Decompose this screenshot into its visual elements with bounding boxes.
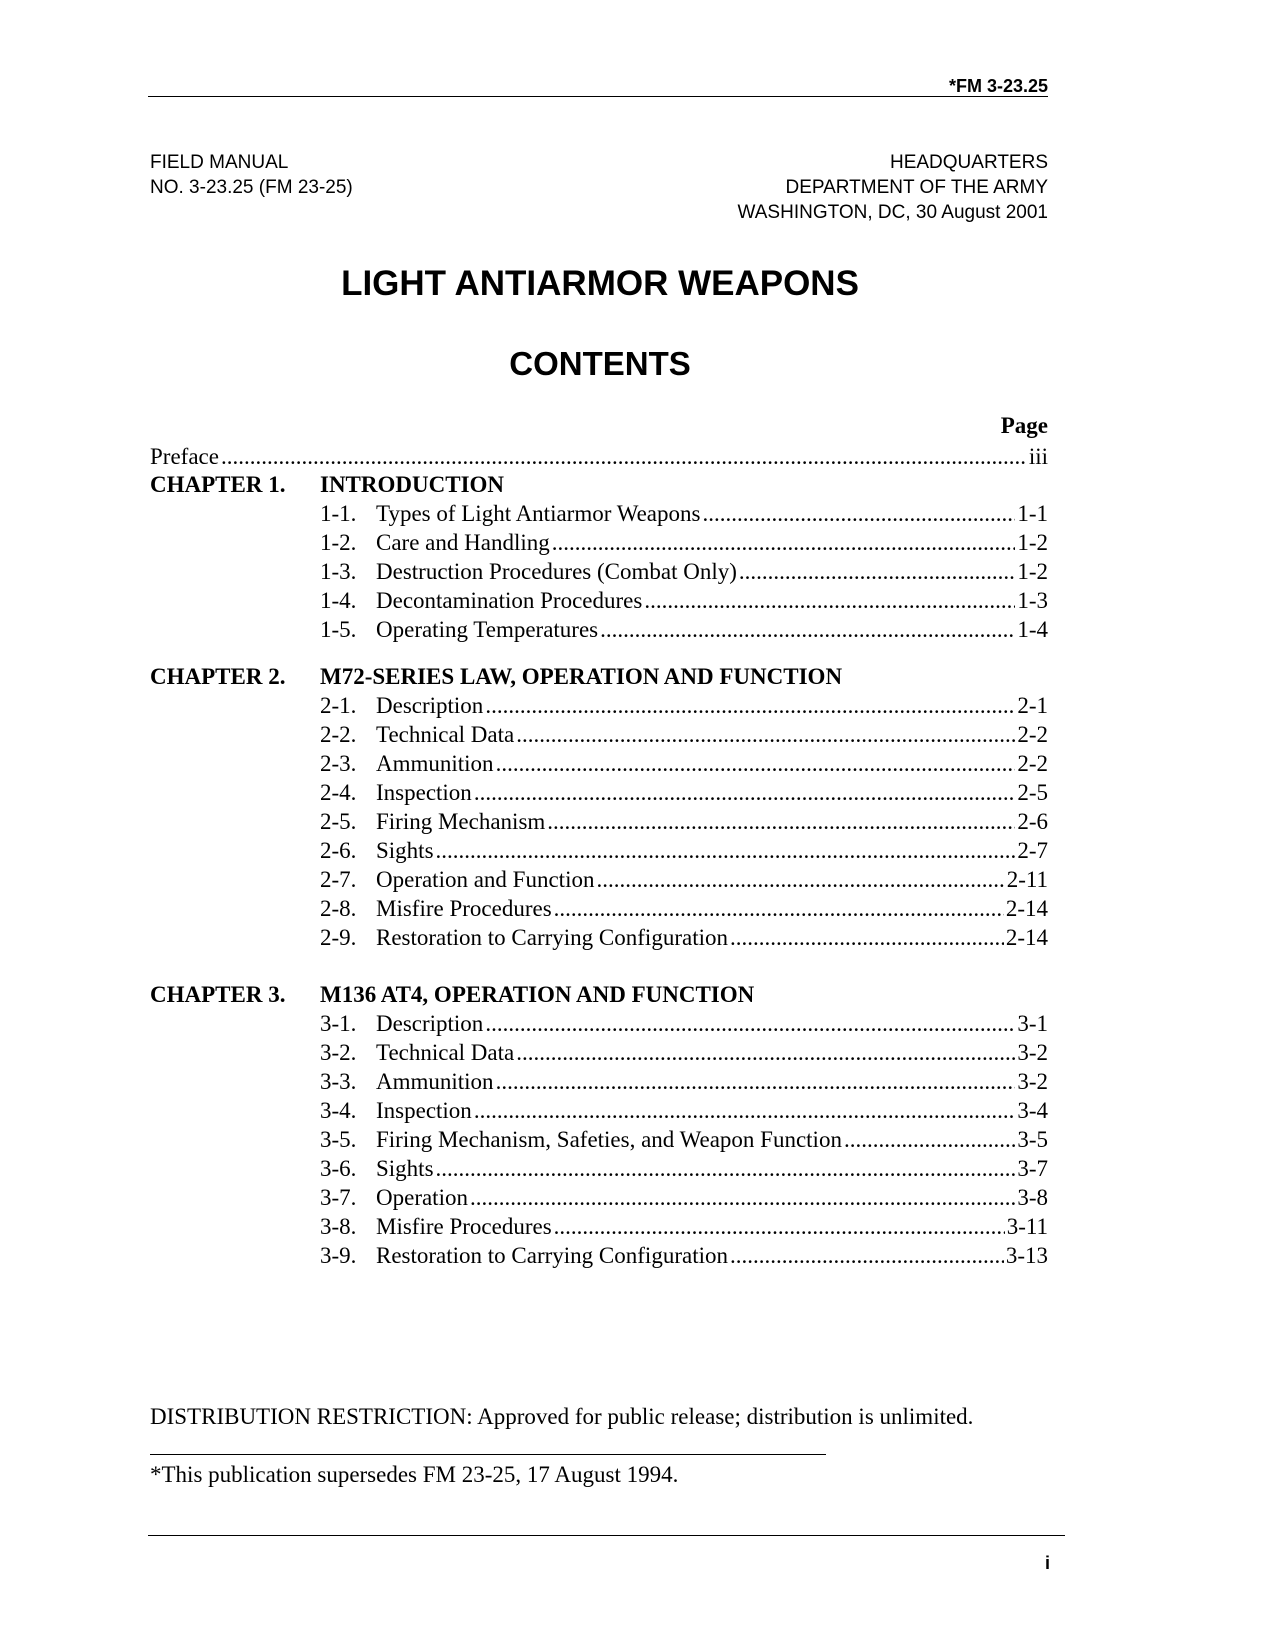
toc-entry bbox=[320, 837, 1048, 865]
toc-entry bbox=[320, 779, 1048, 807]
toc-entry-title: Restoration to Carrying Configuration bbox=[376, 1243, 728, 1268]
footnote-rule bbox=[150, 1454, 826, 1455]
toc-entry-number: 2-3. bbox=[320, 751, 357, 776]
toc-entry-title: Types of Light Antiarmor Weapons bbox=[376, 501, 701, 526]
toc-entry-number: 2-5. bbox=[320, 809, 357, 834]
toc-entry bbox=[320, 924, 1048, 952]
contents-heading: CONTENTS bbox=[509, 345, 691, 382]
toc-entry-page: 1-2 bbox=[1017, 530, 1048, 555]
toc-entry-number: 1-3. bbox=[320, 559, 357, 584]
toc-entry-number: 3-9. bbox=[320, 1243, 357, 1268]
toc-leader-dots bbox=[516, 721, 1015, 749]
chapter-heading bbox=[150, 663, 842, 691]
toc-entry-title: Ammunition bbox=[376, 1069, 494, 1094]
toc-entry-title: Firing Mechanism, Safeties, and Weapon Function bbox=[376, 1127, 842, 1152]
department-label: DEPARTMENT OF THE ARMY bbox=[785, 177, 1048, 198]
toc-leader-dots bbox=[485, 692, 1015, 720]
toc-entry-page: 3-4 bbox=[1017, 1098, 1048, 1123]
toc-leader-dots bbox=[552, 529, 1016, 557]
toc-entry-number: 1-5. bbox=[320, 617, 357, 642]
toc-entry-number: 2-4. bbox=[320, 780, 357, 805]
toc-entry bbox=[320, 750, 1048, 778]
toc-leader-dots bbox=[644, 587, 1015, 615]
toc-entry-page: 2-11 bbox=[1006, 867, 1048, 892]
toc-entry-title: Misfire Procedures bbox=[376, 896, 552, 921]
doc-number: *FM 3-23.25 bbox=[948, 76, 1048, 96]
toc-entry-title: Sights bbox=[376, 1156, 434, 1181]
toc-entry-page: 3-5 bbox=[1017, 1127, 1048, 1152]
toc-entry-number: 3-2. bbox=[320, 1040, 357, 1065]
location-date: WASHINGTON, DC, 30 August 2001 bbox=[737, 202, 1048, 223]
distribution-restriction: DISTRIBUTION RESTRICTION: Approved for public release; distribution is unlimited. bbox=[150, 1404, 974, 1429]
toc-entry-title: Operating Temperatures bbox=[376, 617, 599, 642]
toc-leader-dots bbox=[470, 1184, 1015, 1212]
toc-entry-number: 2-6. bbox=[320, 838, 357, 863]
toc-entry-number: 3-1. bbox=[320, 1011, 357, 1036]
toc-entry bbox=[320, 895, 1048, 923]
field-manual-label: FIELD MANUAL bbox=[150, 152, 289, 173]
page-column-label: Page bbox=[1000, 413, 1048, 438]
toc-entry-title: Firing Mechanism bbox=[376, 809, 546, 834]
toc-entry-title: Technical Data bbox=[376, 1040, 515, 1065]
chapter-heading bbox=[150, 471, 504, 499]
chapter-heading bbox=[150, 981, 754, 1009]
toc-entry-title: Restoration to Carrying Configuration bbox=[376, 925, 728, 950]
toc-entry-page: 1-3 bbox=[1017, 588, 1048, 613]
chapter-label: CHAPTER 2. bbox=[150, 664, 286, 689]
toc-entry-page: 3-2 bbox=[1017, 1069, 1048, 1094]
toc-entry-number: 3-6. bbox=[320, 1156, 357, 1181]
toc-entry-number: 2-2. bbox=[320, 722, 357, 747]
toc-entry bbox=[320, 1242, 1048, 1270]
toc-entry bbox=[320, 1155, 1048, 1183]
toc-leader-dots bbox=[474, 1097, 1016, 1125]
supersedes-note: *This publication supersedes FM 23-25, 17 August 1994. bbox=[150, 1462, 679, 1487]
toc-entry bbox=[320, 1097, 1048, 1125]
toc-entry bbox=[320, 558, 1048, 586]
toc-entry bbox=[320, 587, 1048, 615]
toc-entry-title: Inspection bbox=[376, 1098, 472, 1123]
toc-entry-number: 2-1. bbox=[320, 693, 357, 718]
toc-leader-dots bbox=[436, 1155, 1016, 1183]
toc-leader-dots bbox=[554, 895, 1004, 923]
headquarters-label: HEADQUARTERS bbox=[889, 152, 1048, 173]
toc-entry-page: 3-2 bbox=[1017, 1040, 1048, 1065]
toc-entry-title: Description bbox=[376, 693, 484, 718]
toc-leader-dots bbox=[739, 558, 1015, 586]
chapter-title: M72-SERIES LAW, OPERATION AND FUNCTION bbox=[320, 664, 843, 689]
toc-entry bbox=[320, 1184, 1048, 1212]
top-rule bbox=[148, 96, 1048, 97]
toc-leader-dots bbox=[730, 924, 1004, 952]
toc-entry-page: 2-14 bbox=[1005, 896, 1048, 921]
toc-entry-page: 1-1 bbox=[1017, 501, 1048, 526]
chapter-title: M136 AT4, OPERATION AND FUNCTION bbox=[320, 982, 755, 1007]
toc-entry-number: 3-5. bbox=[320, 1127, 357, 1152]
toc-leader-dots bbox=[485, 1010, 1015, 1038]
toc-entry bbox=[320, 616, 1048, 644]
toc-entry-page: 2-14 bbox=[1005, 925, 1048, 950]
toc-entry-title: Operation bbox=[376, 1185, 468, 1210]
toc-leader-dots bbox=[496, 750, 1016, 778]
toc-entry-title: Care and Handling bbox=[376, 530, 550, 555]
toc-entry-page: 1-4 bbox=[1017, 617, 1048, 642]
toc-entry bbox=[320, 1126, 1048, 1154]
chapter-label: CHAPTER 1. bbox=[150, 472, 286, 497]
chapter-title: INTRODUCTION bbox=[320, 472, 505, 497]
toc-leader-dots bbox=[516, 1039, 1015, 1067]
toc-entry-title: Ammunition bbox=[376, 751, 494, 776]
toc-entry-title: Decontamination Procedures bbox=[376, 588, 643, 613]
toc-entry-page: 3-11 bbox=[1006, 1214, 1048, 1239]
toc-leader-dots bbox=[474, 779, 1016, 807]
toc-leader-dots bbox=[702, 500, 1015, 528]
toc-leader-dots bbox=[554, 1213, 1005, 1241]
toc-entry-number: 2-7. bbox=[320, 867, 357, 892]
toc-entry-number: 1-4. bbox=[320, 588, 357, 613]
toc-leader-dots bbox=[547, 808, 1015, 836]
toc-entry-title: Sights bbox=[376, 838, 434, 863]
toc-entry-number: 3-4. bbox=[320, 1098, 357, 1123]
document-title: LIGHT ANTIARMOR WEAPONS bbox=[341, 264, 859, 303]
toc-preface bbox=[150, 443, 1048, 471]
toc-entry bbox=[320, 1213, 1048, 1241]
toc-entry bbox=[320, 500, 1048, 528]
toc-entry-page: iii bbox=[1028, 444, 1048, 469]
toc-leader-dots bbox=[436, 837, 1016, 865]
toc-entry-page: 3-1 bbox=[1017, 1011, 1048, 1036]
toc-entry bbox=[320, 1010, 1048, 1038]
manual-number: NO. 3-23.25 (FM 23-25) bbox=[150, 177, 353, 198]
toc-entry-title: Inspection bbox=[376, 780, 472, 805]
toc-entry-number: 3-3. bbox=[320, 1069, 357, 1094]
toc-entry-number: 1-2. bbox=[320, 530, 357, 555]
toc-entry-number: 3-8. bbox=[320, 1214, 357, 1239]
toc-leader-dots bbox=[844, 1126, 1015, 1154]
toc-entry-number: 3-7. bbox=[320, 1185, 357, 1210]
toc-entry bbox=[320, 529, 1048, 557]
toc-entry bbox=[320, 866, 1048, 894]
toc-entry-page: 2-7 bbox=[1017, 838, 1048, 863]
toc-leader-dots bbox=[496, 1068, 1016, 1096]
toc-entry-page: 3-8 bbox=[1017, 1185, 1048, 1210]
toc-entry-page: 3-7 bbox=[1017, 1156, 1048, 1181]
toc-leader-dots bbox=[596, 866, 1004, 894]
bottom-rule bbox=[148, 1535, 1065, 1536]
toc-entry-page: 2-1 bbox=[1017, 693, 1048, 718]
toc-entry-title: Misfire Procedures bbox=[376, 1214, 552, 1239]
toc-entry-page: 1-2 bbox=[1017, 559, 1048, 584]
toc-entry bbox=[320, 692, 1048, 720]
page-number: i bbox=[1044, 1553, 1050, 1573]
toc-entry-page: 2-2 bbox=[1017, 751, 1048, 776]
toc-entry-page: 3-13 bbox=[1005, 1243, 1048, 1268]
toc-entry bbox=[320, 1039, 1048, 1067]
toc-entry-page: 2-5 bbox=[1017, 780, 1048, 805]
toc-entry-page: 2-6 bbox=[1017, 809, 1048, 834]
toc-entry-title: Technical Data bbox=[376, 722, 515, 747]
toc-entry-title: Destruction Procedures (Combat Only) bbox=[376, 559, 737, 584]
toc-entry bbox=[320, 1068, 1048, 1096]
toc-entry-number: 2-8. bbox=[320, 896, 357, 921]
chapter-label: CHAPTER 3. bbox=[150, 982, 286, 1007]
toc-leader-dots bbox=[730, 1242, 1004, 1270]
toc-entry bbox=[320, 721, 1048, 749]
toc-preface-label: Preface bbox=[150, 444, 219, 469]
toc-entry-title: Description bbox=[376, 1011, 484, 1036]
toc-entry-number: 1-1. bbox=[320, 501, 357, 526]
toc-entry-title: Operation and Function bbox=[376, 867, 595, 892]
toc-entry-page: 2-2 bbox=[1017, 722, 1048, 747]
toc-entry bbox=[320, 808, 1048, 836]
toc-entry-number: 2-9. bbox=[320, 925, 357, 950]
toc-leader-dots bbox=[221, 443, 1027, 471]
toc-leader-dots bbox=[600, 616, 1015, 644]
